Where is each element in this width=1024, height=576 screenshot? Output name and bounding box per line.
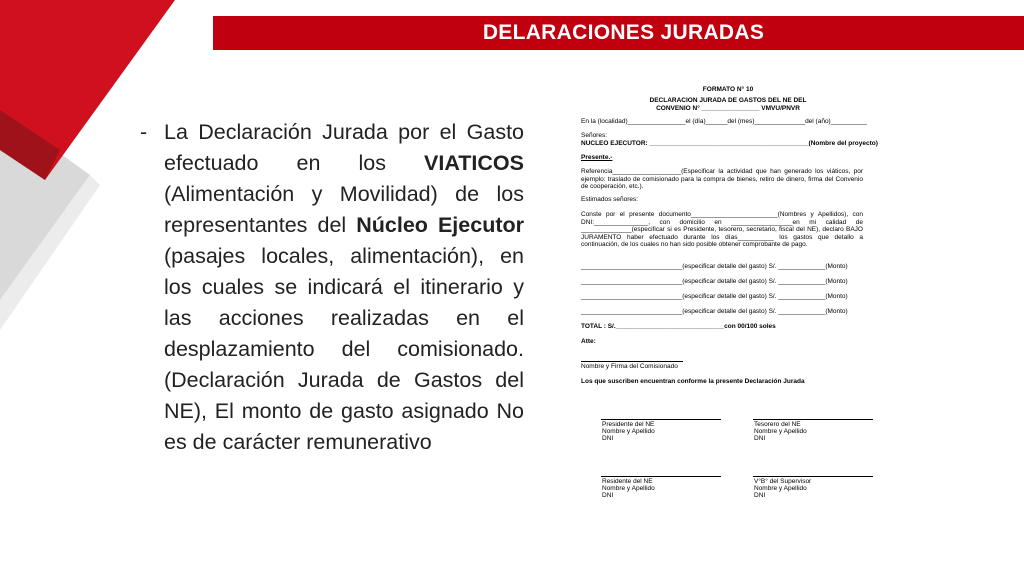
bullet-dash: - — [140, 120, 148, 144]
doc-nucleo: NUCLEO EJECUTOR: ____________________________________________(Nombre del proyecto) — [581, 140, 878, 147]
doc-suscriben: Los que suscriben encuentran conforme la presente Declaración Jurada — [581, 378, 805, 385]
doc-comisionado: Nombre y Firma del Comisionado — [581, 363, 678, 370]
doc-sig4-line — [753, 476, 873, 477]
doc-sig3-line — [601, 476, 721, 477]
doc-sig1-dni: DNI — [602, 435, 614, 442]
paragraph-bold-nucleo: Núcleo Ejecutor — [356, 213, 524, 237]
bullet-paragraph — [140, 117, 524, 458]
doc-sig1-line — [601, 419, 721, 420]
doc-sig1-name: Nombre y Apellido — [602, 428, 655, 435]
doc-sig2-line — [753, 419, 873, 420]
doc-sig4-role: V°B° del Supervisor — [754, 478, 812, 485]
doc-estimados: Estimados señores: — [581, 196, 639, 203]
doc-total: TOTAL : S/.______________________________con 00/100 soles — [581, 323, 776, 330]
doc-expense-item-3: ____________________________(especificar detalle del gasto) S/. _____________(Monto) — [581, 293, 848, 300]
doc-sig3-role: Residente del NE — [602, 478, 653, 485]
doc-referencia: Referencia___________________(Especificar la actividad que han generado los viáticos, por ejemplo: traslado de comisionado para la compra de bienes, retiro de dinero, firma del Convenio de cooperación, etc.). — [581, 168, 863, 191]
doc-sig4-name: Nombre y Apellido — [754, 485, 807, 492]
doc-heading-1: DECLARACION JURADA DE GASTOS DEL NE DEL — [649, 97, 807, 104]
page-title: DELARACIONES JURADAS — [482, 21, 765, 44]
doc-presente: Presente.- — [581, 154, 613, 161]
page-title-banner — [213, 16, 1024, 50]
doc-sig3-dni: DNI — [602, 492, 614, 499]
doc-sig2-role: Tesorero del NE — [754, 421, 801, 428]
declaration-form-image — [578, 80, 878, 520]
doc-format-number: FORMATO N° 10 — [702, 86, 754, 93]
paragraph-bold-viaticos: VIATICOS — [424, 151, 524, 175]
doc-expense-item-2: ____________________________(especificar detalle del gasto) S/. _____________(Monto) — [581, 278, 848, 285]
doc-heading-2: CONVENIO N° ________________ VMVU/PNVR — [656, 105, 800, 112]
paragraph-part-2: (Alimentación y Movilidad) de los representantes del — [164, 182, 524, 237]
doc-conste: Conste por el presente documento________________________(Nombres y Apellidos), con DNI:_______________, con domicilio en _________________en mi calidad de ______________(especificar si es Presidente, tesorero, secretario, fiscal del NE), declaro BAJO JURAMENTO haber efectuado durante los días__________ los gastos que detallo a continuación, de los cuales no han sido posible obtener comprobante de pago. — [581, 211, 863, 249]
doc-place-line: En la (localidad)________________el (día)______del (mes)______________del (año)__________ — [581, 118, 867, 125]
doc-atte: Atte: — [581, 338, 596, 345]
doc-sig2-dni: DNI — [754, 435, 766, 442]
doc-expense-item-4: ____________________________(especificar detalle del gasto) S/. _____________(Monto) — [581, 308, 848, 315]
doc-comisionado-signature-line — [581, 361, 683, 362]
paragraph-part-3: (pasajes locales, alimentación), en los cuales se indicará el itinerario y las acciones realizadas en el desplazamiento del comisionado. (Declaración Jurada de Gastos del NE), El monto de gasto asignado No es de carácter remunerativo — [164, 244, 524, 454]
paragraph-part-1: La Declaración Jurada por el Gasto efectuado en los — [164, 120, 524, 175]
doc-sig1-role: Presidente del NE — [602, 421, 655, 428]
doc-senores: Señores: — [581, 132, 608, 139]
doc-sig2-name: Nombre y Apellido — [754, 428, 807, 435]
doc-sig4-dni: DNI — [754, 492, 766, 499]
doc-expense-item-1: ____________________________(especificar detalle del gasto) S/. _____________(Monto) — [581, 263, 848, 270]
doc-sig3-name: Nombre y Apellido — [602, 485, 655, 492]
paragraph-text — [164, 117, 524, 458]
